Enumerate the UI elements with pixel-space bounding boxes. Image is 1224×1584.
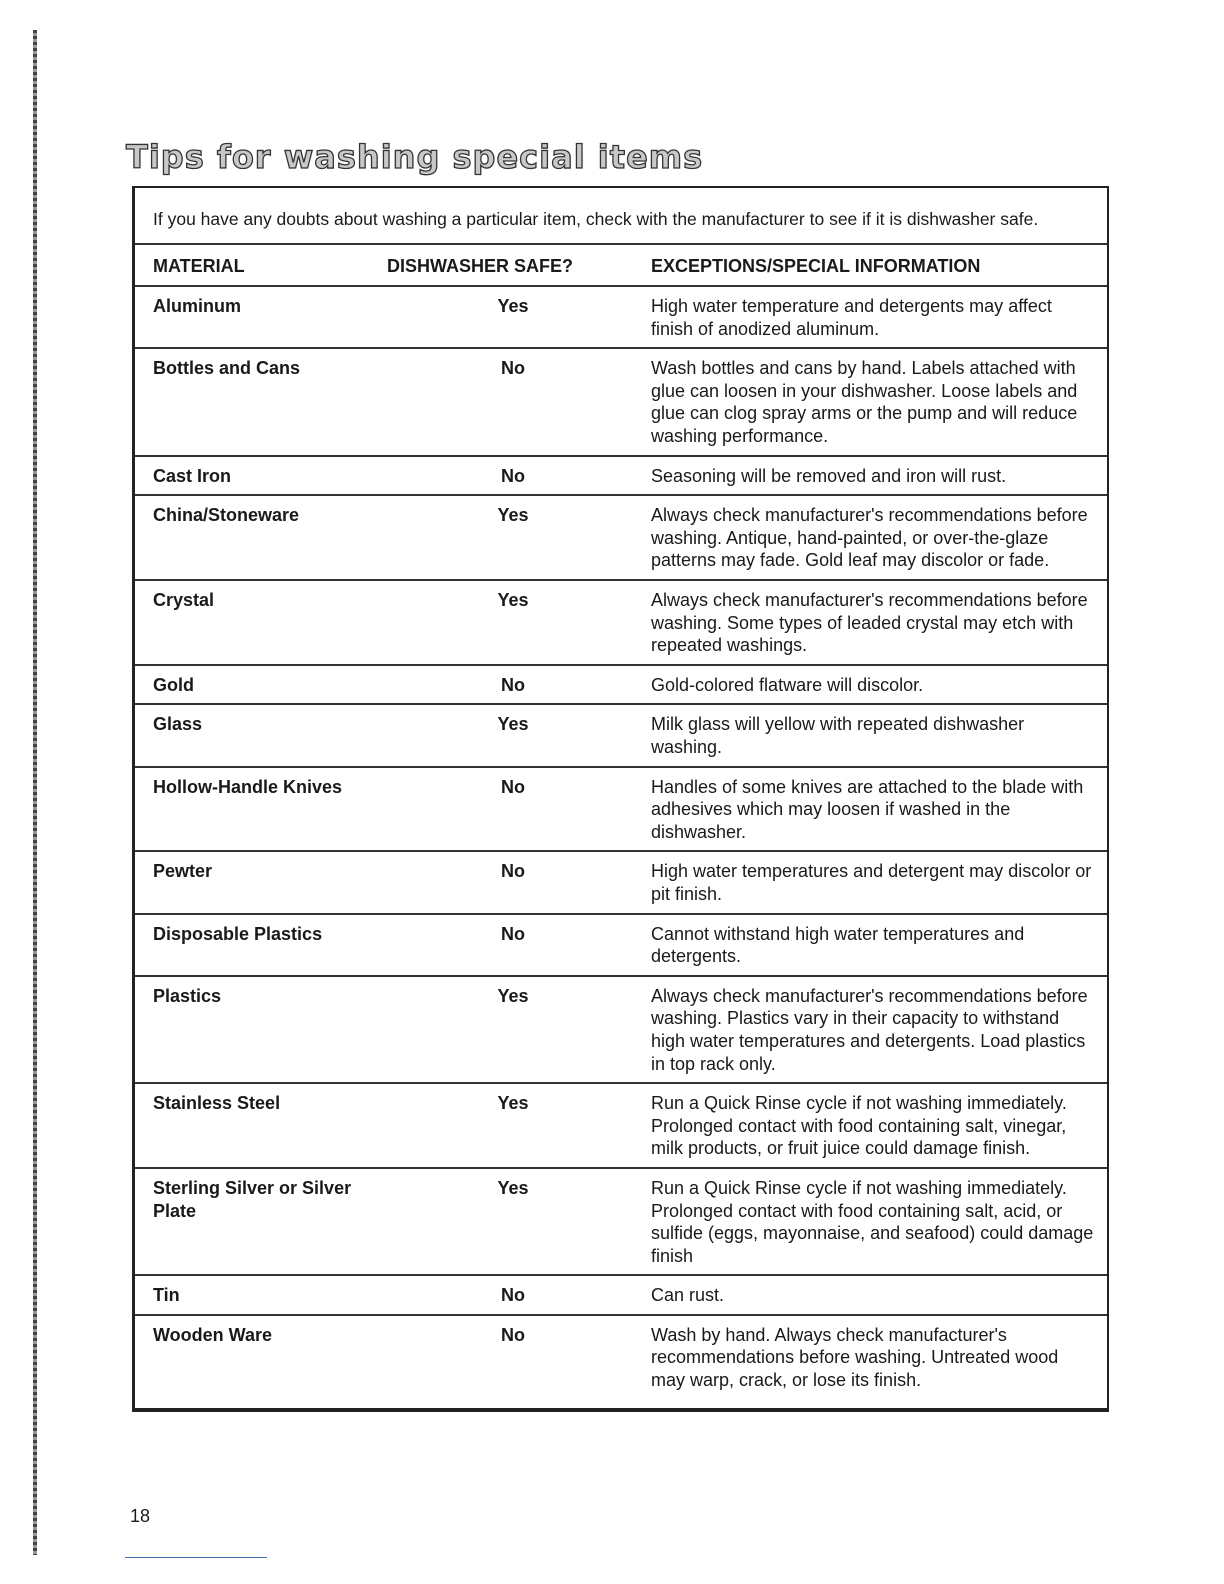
cell-material: Crystal <box>153 590 215 611</box>
cell-info: High water temperatures and detergent may discolor or pit finish. <box>651 861 1092 904</box>
table-row <box>135 496 1107 581</box>
cell-material: Disposable Plastics <box>153 923 323 944</box>
cell-safe: Yes <box>497 590 529 611</box>
cell-info: Always check manufacturer's recommendations before washing. Antique, hand-painted, or over-the-glaze patterns may fade. Gold leaf may discolor or fade. <box>651 505 1088 571</box>
cell-info: High water temperature and detergents may affect finish of anodized aluminum. <box>651 296 1052 339</box>
table-row <box>135 666 1107 706</box>
cell-safe: Yes <box>497 1093 529 1114</box>
cell-material: Sterling Silver or Silver Plate <box>153 1177 352 1221</box>
table-row <box>135 1169 1107 1276</box>
cell-info: Wash bottles and cans by hand. Labels attached with glue can loosen in your dishwasher. Loose labels and glue can clog spray arms or the pump and will reduce washing performance. <box>651 358 1078 447</box>
cell-safe: Yes <box>497 714 529 735</box>
table-row <box>135 852 1107 914</box>
table-row <box>135 705 1107 767</box>
cell-safe: No <box>501 776 525 797</box>
cell-info: Wash by hand. Always check manufacturer's recommendations before washing. Untreated wood may warp, crack, or lose its finish. <box>651 1324 1059 1391</box>
table-row <box>135 1084 1107 1169</box>
cell-material: Gold <box>153 674 194 695</box>
cell-safe: No <box>501 1285 525 1306</box>
cell-info: Gold-colored flatware will discolor. <box>651 674 924 695</box>
cell-safe: Yes <box>497 1177 529 1198</box>
cell-info: Always check manufacturer's recommendations before washing. Plastics vary in their capacity to withstand high water temperatures and detergents. Load plastics in top rack only. <box>651 985 1088 1074</box>
cell-safe: Yes <box>497 296 529 317</box>
cell-info: Handles of some knives are attached to the blade with adhesives which may loosen if washed in the dishwasher. <box>651 776 1084 842</box>
scan-edge <box>33 30 37 1555</box>
cell-safe: No <box>501 465 525 486</box>
cell-info: Can rust. <box>651 1285 725 1306</box>
cell-safe: No <box>501 1324 525 1345</box>
cell-safe: No <box>501 861 525 882</box>
cell-material: Cast Iron <box>153 465 232 486</box>
table-row <box>135 457 1107 497</box>
cell-material: Wooden Ware <box>153 1324 273 1345</box>
page-title: Tips for washing special items <box>126 138 704 176</box>
header-material: MATERIAL <box>153 255 245 276</box>
cell-material: Bottles and Cans <box>153 358 301 379</box>
table-row <box>135 1276 1107 1316</box>
cell-safe: No <box>501 674 525 695</box>
cell-safe: No <box>501 358 525 379</box>
table-row <box>135 287 1107 349</box>
cell-safe: Yes <box>497 505 529 526</box>
cell-info: Cannot withstand high water temperatures and detergents. <box>651 923 1025 967</box>
cell-material: China/Stoneware <box>153 505 300 526</box>
footer-rule <box>125 1557 267 1558</box>
cell-safe: Yes <box>497 985 529 1006</box>
cell-material: Aluminum <box>153 296 241 317</box>
table-row <box>135 349 1107 456</box>
tips-table <box>132 186 1109 1412</box>
cell-info: Seasoning will be removed and iron will rust. <box>651 465 1007 486</box>
header-info: EXCEPTIONS/SPECIAL INFORMATION <box>651 255 981 276</box>
cell-material: Hollow-Handle Knives <box>153 776 343 797</box>
page-number: 18 <box>130 1506 151 1526</box>
cell-info: Always check manufacturer's recommendations before washing. Some types of leaded crystal may etch with repeated washings. <box>651 590 1088 656</box>
cell-material: Glass <box>153 714 203 735</box>
table-row <box>135 581 1107 666</box>
cell-material: Plastics <box>153 985 222 1006</box>
cell-info: Run a Quick Rinse cycle if not washing immediately. Prolonged contact with food containing salt, acid, or sulfide (eggs, mayonnaise, and seafood) could damage finish <box>651 1177 1094 1266</box>
header-safe: DISHWASHER SAFE? <box>387 255 574 276</box>
cell-material: Pewter <box>153 861 213 882</box>
table-row <box>135 768 1107 853</box>
table-row <box>135 1316 1107 1408</box>
cell-safe: No <box>501 923 525 944</box>
table-row <box>135 915 1107 977</box>
cell-info: Run a Quick Rinse cycle if not washing immediately. Prolonged contact with food containing salt, vinegar, milk products, or fruit juice could damage finish. <box>651 1093 1067 1159</box>
cell-material: Stainless Steel <box>153 1093 281 1114</box>
intro-text: If you have any doubts about washing a particular item, check with the manufacturer to see if it is dishwasher safe. <box>135 188 1107 245</box>
cell-material: Tin <box>153 1285 180 1306</box>
table-row <box>135 977 1107 1084</box>
table-header <box>135 245 1107 288</box>
cell-info: Milk glass will yellow with repeated dishwasher washing. <box>651 714 1025 757</box>
